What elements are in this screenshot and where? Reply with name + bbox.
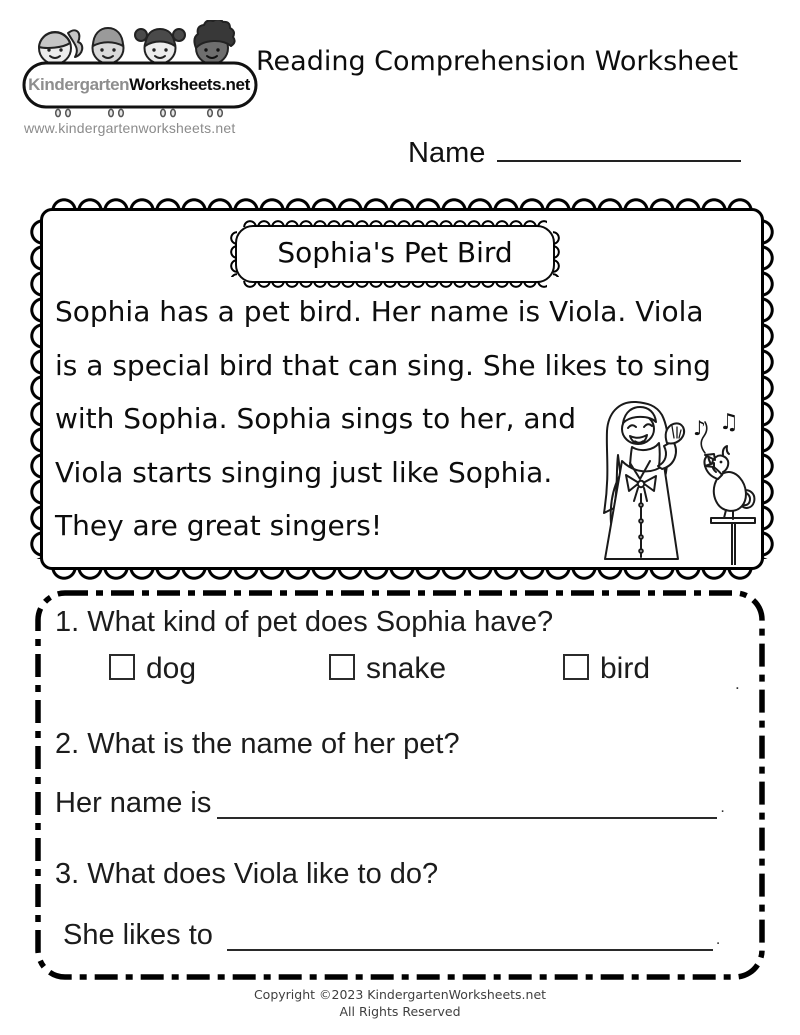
answer-2-period: .	[720, 799, 725, 816]
copyright-line: Copyright ©2023 KindergartenWorksheets.net	[253, 987, 547, 1002]
scallop-pill-left	[230, 231, 237, 277]
choice-dog	[109, 652, 196, 686]
scallop-border-right	[761, 219, 774, 559]
scallop-border-bottom	[51, 567, 753, 580]
page-title: Reading Comprehension Worksheet	[256, 46, 739, 77]
question-3-text: What does Viola like to do?	[87, 858, 439, 890]
question-2-answer-row	[55, 776, 725, 820]
story-line: Viola starts singing just like Sophia.	[55, 455, 553, 489]
answer-3-blank-line[interactable]	[227, 915, 713, 951]
bird-on-perch	[701, 422, 755, 565]
name-label: Name	[408, 137, 486, 169]
rights-line: All Rights Reserved	[339, 1003, 461, 1019]
girl-singing-figure	[604, 402, 684, 559]
name-row	[408, 130, 741, 170]
choice-bird-label: bird	[600, 652, 651, 685]
question-2-number: 2.	[55, 728, 80, 760]
logo-text-kindergarten: Kindergarten	[28, 75, 130, 94]
choice-dog-label: dog	[146, 652, 197, 685]
answer-2-prefix: Her name is	[55, 787, 212, 819]
story-title	[235, 225, 555, 283]
scallop-border-top	[51, 198, 753, 211]
checkbox-bird[interactable]	[563, 654, 589, 680]
choice-snake-label: snake	[366, 652, 447, 685]
story-line: is a special bird that can sing. She likes to sing	[55, 348, 711, 382]
story-box	[40, 208, 764, 570]
question-3-answer-row	[63, 908, 720, 952]
answer-3-prefix: She likes to	[63, 919, 213, 951]
answer-2-blank-line[interactable]	[217, 783, 717, 819]
site-logo	[22, 20, 260, 120]
question-2-text: What is the name of her pet?	[87, 728, 460, 760]
question-3	[55, 858, 438, 891]
choice-bird	[563, 652, 650, 686]
answer-3-period: .	[715, 931, 721, 948]
question-1-text: What kind of pet does Sophia have?	[87, 606, 554, 638]
logo-url: www.kindergartenworksheets.net	[24, 120, 236, 136]
footer	[0, 987, 800, 1020]
story-line: Sophia has a pet bird. Her name is Viola. Viola	[55, 295, 704, 328]
question-3-number: 3.	[55, 858, 80, 890]
trailing-period: .	[735, 674, 740, 693]
logo-banner	[24, 63, 254, 107]
music-notes-icon: ♫	[719, 410, 739, 435]
scallop-border-left	[30, 219, 43, 559]
question-box	[35, 590, 765, 980]
scallop-pill-top	[243, 220, 547, 227]
story-title-text: Sophia's Pet Bird	[277, 236, 513, 269]
story-line: They are great singers!	[55, 509, 383, 542]
question-1	[55, 606, 553, 639]
question-2	[55, 728, 460, 761]
name-blank-line[interactable]	[497, 130, 741, 162]
checkbox-snake[interactable]	[329, 654, 355, 680]
scallop-pill-right	[553, 231, 560, 277]
story-illustration	[583, 397, 759, 565]
question-1-number: 1.	[55, 606, 80, 638]
story-line: with Sophia. Sophia sings to her, and	[55, 402, 577, 435]
question-1-choices	[35, 652, 765, 700]
music-note-icon: ♪	[693, 416, 706, 440]
choice-snake	[329, 652, 446, 686]
checkbox-dog[interactable]	[109, 654, 135, 680]
logo-text-worksheets: Worksheets.net	[129, 75, 250, 94]
